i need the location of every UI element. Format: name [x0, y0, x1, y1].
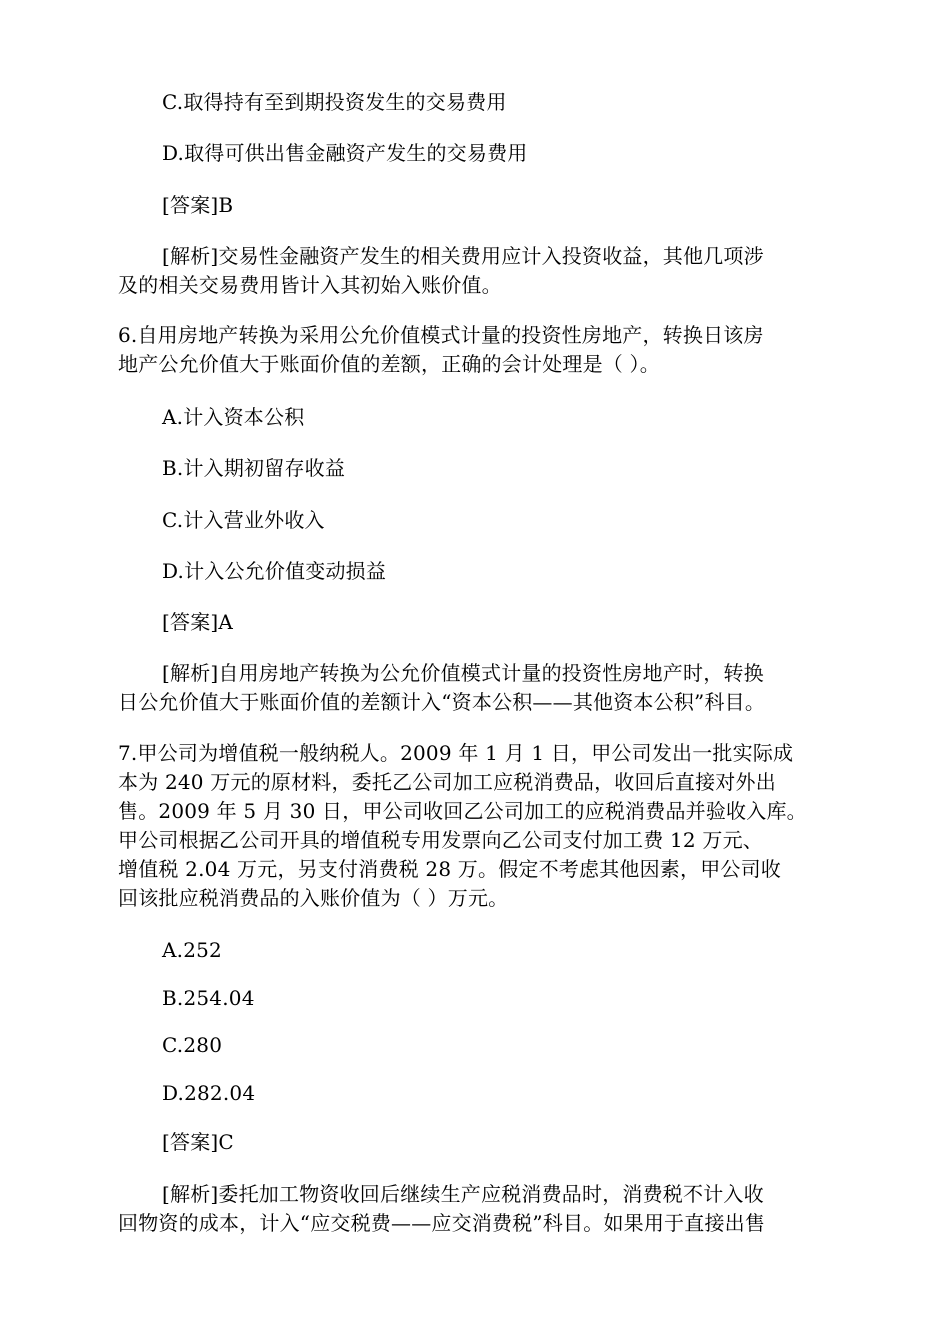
- q5-option-c: C.取得持有至到期投资发生的交易费用: [162, 90, 507, 114]
- q7-question-line: 甲公司根据乙公司开具的增值税专用发票向乙公司支付加工费 12 万元、: [118, 828, 763, 852]
- q7-question-line: 本为 240 万元的原材料，委托乙公司加工应税消费品，收回后直接对外出: [118, 770, 776, 794]
- q6-answer: [答案]A: [162, 610, 234, 634]
- q7-question-line: 回该批应税消费品的入账价值为（ ）万元。: [118, 886, 509, 910]
- q6-question-line: 6.自用房地产转换为采用公允价值模式计量的投资性房地产，转换日该房: [118, 323, 764, 347]
- q6-analysis-line: 日公允价值大于账面价值的差额计入“资本公积——其他资本公积”科目。: [118, 690, 766, 714]
- q5-option-d: D.取得可供出售金融资产发生的交易费用: [162, 141, 528, 165]
- q6-option-d: D.计入公允价值变动损益: [162, 559, 387, 583]
- q5-answer: [答案]B: [162, 193, 234, 217]
- q5-analysis-line: 及的相关交易费用皆计入其初始入账价值。: [118, 273, 502, 297]
- q7-option-d: D.282.04: [162, 1081, 256, 1105]
- q5-analysis-line: [解析]交易性金融资产发生的相关费用应计入投资收益，其他几项涉: [162, 244, 764, 268]
- q6-option-b: B.计入期初留存收益: [162, 456, 346, 480]
- q7-analysis-line: [解析]委托加工物资收回后继续生产应税消费品时，消费税不计入收: [162, 1182, 764, 1206]
- q7-analysis-line: 回物资的成本，计入“应交税费——应交消费税”科目。如果用于直接出售: [118, 1211, 766, 1235]
- q7-option-c: C.280: [162, 1033, 223, 1057]
- q7-option-a: A.252: [162, 938, 222, 962]
- q6-option-a: A.计入资本公积: [162, 405, 305, 429]
- q7-answer: [答案]C: [162, 1130, 234, 1154]
- q6-option-c: C.计入营业外收入: [162, 508, 325, 532]
- q6-question-line: 地产公允价值大于账面价值的差额，正确的会计处理是（ ）。: [118, 352, 660, 376]
- q7-question-line: 7.甲公司为增值税一般纳税人。2009 年 1 月 1 日，甲公司发出一批实际成: [118, 741, 794, 765]
- q7-option-b: B.254.04: [162, 986, 255, 1010]
- q6-analysis-line: [解析]自用房地产转换为公允价值模式计量的投资性房地产时，转换: [162, 661, 764, 685]
- q7-question-line: 售。2009 年 5 月 30 日，甲公司收回乙公司加工的应税消费品并验收入库。: [118, 799, 807, 823]
- q7-question-line: 增值税 2.04 万元，另支付消费税 28 万。假定不考虑其他因素，甲公司收: [118, 857, 782, 881]
